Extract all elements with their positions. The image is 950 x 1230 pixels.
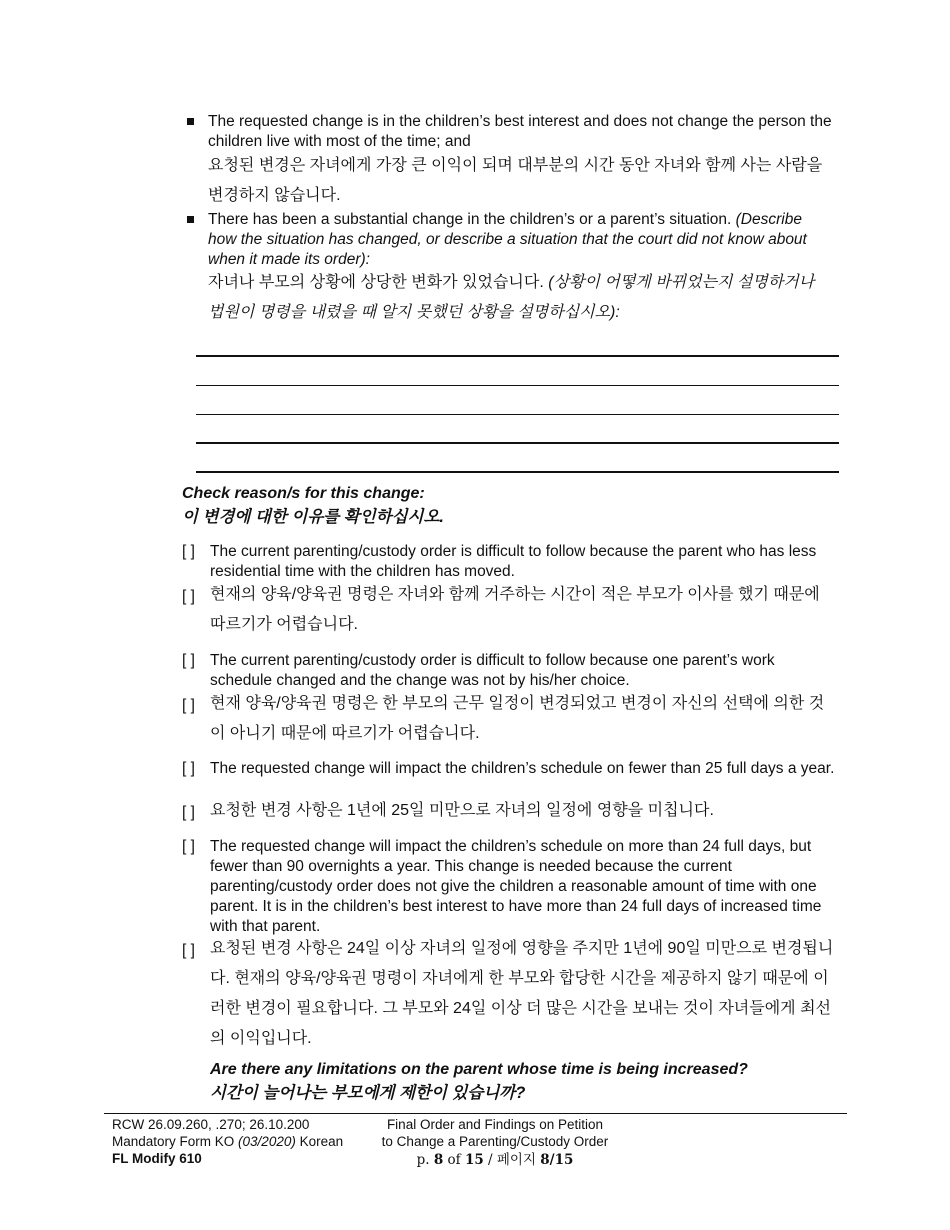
bullet-marker xyxy=(187,118,194,125)
checkbox[interactable]: [ ] xyxy=(182,543,195,560)
answer-line[interactable] xyxy=(196,385,839,386)
reason-2-korean: 현재 양육/양육권 명령은 한 부모의 근무 일정이 변경되었고 변경이 자신의 선택에 의한 것이 아니기 때문에 따르기가 어렵습니다. xyxy=(210,695,825,742)
footer-title-line-1: Final Order and Findings on Petition xyxy=(386,1117,604,1132)
reason-3-korean: 요청한 변경 사항은 1년에 25일 미만으로 자녀의 일정에 영향을 미칩니다. xyxy=(210,802,714,819)
page-of: of xyxy=(443,1152,465,1168)
page-number xyxy=(360,1152,630,1169)
bullet-2-english-text: There has been a substantial change in the children’s or a parent’s situation. xyxy=(208,211,732,228)
page-total: 15 xyxy=(464,1152,484,1168)
bullet-2-korean-instruction: (상황이 어떻게 바뀌었는지 설명하거나 법원이 명령을 내렸을 때 알지 못했던 상황을 설명하십시오): xyxy=(208,274,815,321)
footer-rcw: RCW 26.09.260, .270; 26.10.200 xyxy=(112,1117,310,1132)
footer-title-line-2: to Change a Parenting/Custody Order xyxy=(381,1134,609,1149)
bullet-2-korean xyxy=(208,268,833,328)
reason-1-english: The current parenting/custody order is difficult to follow because the parent who has less residential time with the children has moved. xyxy=(210,543,817,580)
footer-divider xyxy=(104,1113,847,1114)
checkbox[interactable]: [ ] xyxy=(182,760,195,777)
reasons-heading-korean: 이 변경에 대한 이유를 확인하십시오. xyxy=(182,508,445,526)
bullet-1-korean: 요청된 변경은 자녀에게 가장 큰 이익이 되며 대부분의 시간 동안 자녀와 함께 사는 사람을 변경하지 않습니다. xyxy=(208,157,823,204)
page-ko: 8/15 xyxy=(540,1152,574,1168)
reason-3-english: The requested change will impact the children’s schedule on fewer than 25 full days a year. xyxy=(210,760,835,777)
reason-2-english: The current parenting/custody order is difficult to follow because one parent’s work schedule changed and the change was not by his/her choice. xyxy=(210,652,775,689)
bullet-1-english: The requested change is in the children’s best interest and does not change the person the children live with most of the time; and xyxy=(208,113,832,150)
footer-left xyxy=(112,1116,382,1167)
checkbox[interactable]: [ ] xyxy=(182,652,195,669)
footer-form-date: (03/2020) xyxy=(238,1134,296,1149)
reason-1-korean: 현재의 양육/양육권 명령은 자녀와 함께 거주하는 시간이 적은 부모가 이사를 했기 때문에 따르기가 어렵습니다. xyxy=(210,586,820,633)
reason-4-english: The requested change will impact the children’s schedule on more than 24 full days, but fewer than 90 overnights a year. This change is needed because the current parenting/custody order does not give the children a reasonable amount of time with one parent. It is in the children’s best interest to have more than 24 full days of increased time with that parent. xyxy=(210,838,822,935)
checkbox[interactable]: [ ] xyxy=(182,838,195,855)
answer-line[interactable] xyxy=(196,442,839,444)
footer-form-line xyxy=(112,1133,382,1150)
reason-4-korean: 요청된 변경 사항은 24일 이상 자녀의 일정에 영향을 주지만 1년에 90일 미만으로 변경됩니다. 현재의 양육/양육권 명령이 자녀에게 한 부모와 합당한 시간을 제공하지 않기 때문에 이러한 변경이 필요합니다. 그 부모와 24일 이상 더 많은 시간을 보내는 것이 자녀들에게 최선의 이익입니다. xyxy=(210,940,834,1047)
reasons-heading-english: Check reason/s for this change: xyxy=(182,485,425,502)
limitations-question-korean: 시간이 늘어나는 부모에게 제한이 있습니까? xyxy=(210,1084,526,1102)
bullet-2-korean-text: 자녀나 부모의 상황에 상당한 변화가 있었습니다. xyxy=(208,274,544,291)
checkbox[interactable]: [ ] xyxy=(182,697,195,714)
limitations-question-english: Are there any limitations on the parent whose time is being increased? xyxy=(210,1061,748,1078)
page-p: p. xyxy=(416,1152,434,1168)
footer-form-suffix: Korean xyxy=(295,1134,344,1149)
answer-line[interactable] xyxy=(196,355,839,357)
bullet-2-english xyxy=(208,210,833,270)
bullet-marker xyxy=(187,216,194,223)
checkbox[interactable]: [ ] xyxy=(182,942,195,959)
footer-form-prefix: Mandatory Form KO xyxy=(112,1134,239,1149)
footer-center xyxy=(360,1116,630,1169)
bullet-2-english-instruction: (Describe how the situation has changed, or describe a situation that the court did not know about when it made its order): xyxy=(208,211,807,268)
checkbox[interactable]: [ ] xyxy=(182,804,195,821)
answer-line[interactable] xyxy=(196,471,839,473)
answer-line[interactable] xyxy=(196,414,839,415)
footer-form-id: FL Modify 610 xyxy=(112,1151,202,1166)
checkbox[interactable]: [ ] xyxy=(182,588,195,605)
page-slash-ko: / 페이지 xyxy=(483,1152,541,1168)
page-current: 8 xyxy=(433,1152,444,1168)
